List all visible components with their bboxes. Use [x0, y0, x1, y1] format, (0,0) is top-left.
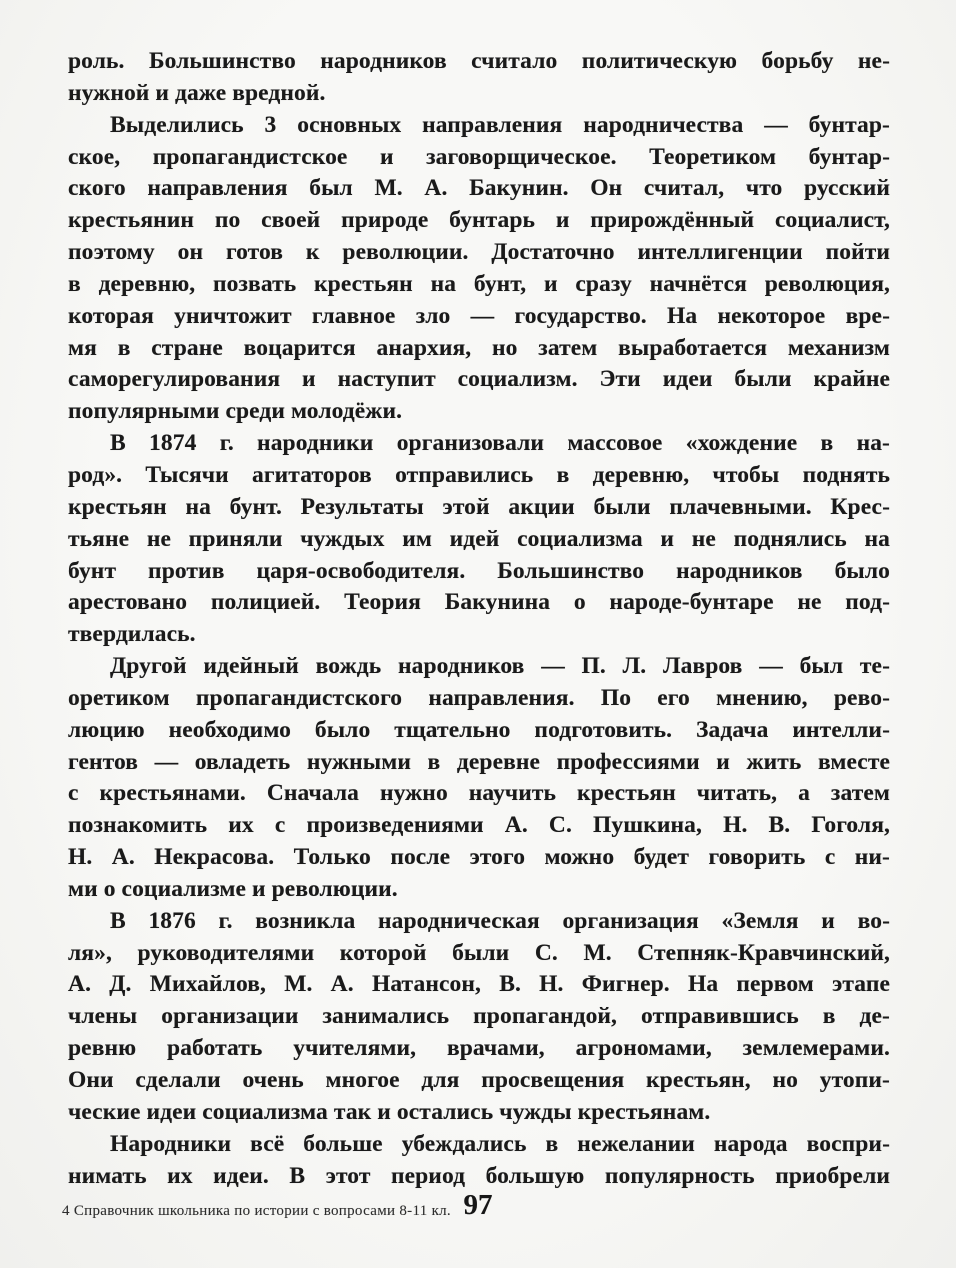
text-line: с крестьянами. Сначала нужно научить крестьян читать, а затем	[68, 780, 890, 807]
text-line: оретиком пропагандистского направления. По его мнению, рево-	[68, 684, 890, 711]
paragraph	[68, 110, 890, 428]
text-line: роль. Большинство народников считало политическую борьбу не-	[68, 48, 890, 74]
text-line: ческие идеи социализма так и остались чужды крестьянам.	[68, 1098, 711, 1125]
text-line: гентов — овладеть нужными в деревне профессиями и жить вместе	[68, 748, 890, 775]
page-number: 97	[463, 1189, 493, 1221]
text-line: познакомить их с произведениями А. С. Пушкина, Н. В. Гоголя,	[68, 812, 890, 839]
paragraph	[68, 906, 890, 1129]
text-line: Народники всё больше убеждались в нежелании народа воспри-	[110, 1130, 890, 1157]
text-line: нужной и даже вредной.	[68, 79, 326, 106]
text-line: популярными среди молодёжи.	[68, 398, 403, 425]
text-line: люцию необходимо было тщательно подготовить. Задача интелли-	[68, 716, 890, 743]
text-line: В 1876 г. возникла народническая организация «Земля и во-	[110, 907, 890, 934]
paragraph	[68, 46, 890, 110]
text-line: которая уничтожит главное зло — государство. На некоторое вре-	[68, 302, 890, 329]
text-line: твердилась.	[68, 621, 196, 648]
paragraph	[68, 651, 890, 906]
text-line: А. Д. Михайлов, М. А. Натансон, В. Н. Фигнер. На первом этапе	[68, 971, 890, 998]
text-line: ского направления был М. А. Бакунин. Он считал, что русский	[68, 175, 890, 202]
text-line: ми о социализме и революции.	[68, 875, 398, 902]
text-line: нимать их идеи. В этот период большую популярность приобрели	[68, 1162, 890, 1189]
text-line: саморегулирования и наступит социализм. Эти идеи были крайне	[68, 366, 890, 393]
paragraph	[68, 1129, 890, 1193]
text-line: Другой идейный вождь народников — П. Л. Лавров — был те-	[110, 653, 890, 680]
text-line: поэтому он готов к революции. Достаточно интеллигенции пойти	[68, 239, 890, 266]
text-line: Н. А. Некрасова. Только после этого можно будет говорить с ни-	[68, 844, 890, 871]
text-line: ревню работать учителями, врачами, агрономами, землемерами.	[68, 1035, 890, 1062]
text-line: Они сделали очень многое для просвещения крестьян, но утопи-	[68, 1067, 890, 1093]
text-line: мя в стране воцарится анархия, но затем выработается механизм	[68, 334, 890, 361]
text-line: ское, пропагандистское и заговорщическое. Теоретиком бунтар-	[68, 143, 890, 170]
text-line: ля», руководителями которой были С. М. Степняк-Кравчинский,	[68, 939, 890, 966]
paragraph	[68, 428, 890, 651]
text-line: арестовано полицией. Теория Бакунина о народе-бунтаре не под-	[68, 589, 890, 616]
text-line: в деревню, позвать крестьян на бунт, и сразу начнётся революция,	[68, 270, 890, 297]
text-line: тьяне не приняли чуждых им идей социализма и не поднялись на	[68, 525, 890, 552]
text-line: крестьян на бунт. Результаты этой акции были плачевными. Крес-	[68, 493, 890, 520]
text-line: В 1874 г. народники организовали массовое «хождение в на-	[110, 430, 890, 457]
text-line: члены организации занимались пропагандой, отправившись в де-	[68, 1003, 890, 1030]
text-line: крестьянин по своей природе бунтарь и прирождённый социалист,	[68, 207, 890, 234]
text-line: Выделились 3 основных направления народничества — бунтар-	[110, 111, 890, 138]
page-text	[68, 46, 890, 1192]
text-line: бунт против царя-освободителя. Большинство народников было	[68, 557, 890, 584]
printers-signature: 4 Справочник школьника по истории с вопросами 8-11 кл.	[62, 1203, 451, 1219]
text-line: род». Тысячи агитаторов отправились в деревню, чтобы поднять	[68, 461, 890, 488]
